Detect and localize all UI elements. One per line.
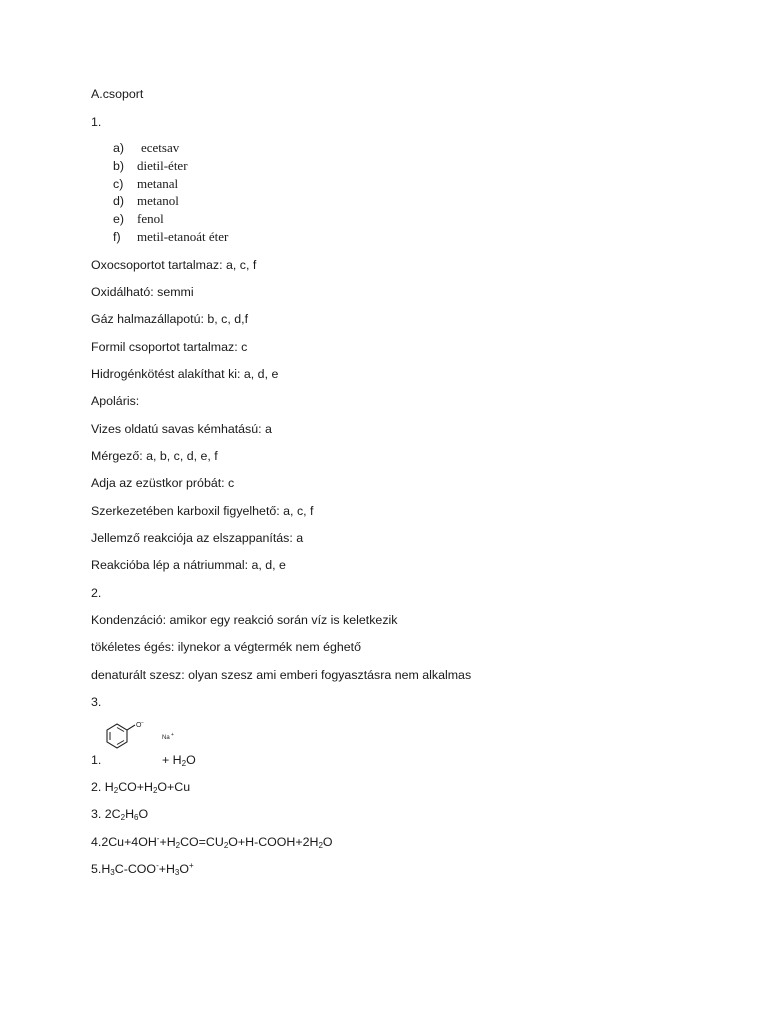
definition-line: denaturált szesz: olyan szesz ami emberi fogyasztásra nem alkalmas [91, 668, 472, 682]
oxygen-charge: − [141, 722, 144, 726]
reaction-4: $4.2Cu+4OH^-+H_2CO=CU_2O+H-COOH+2H_2O$ [91, 834, 333, 850]
list-item-letter: b) [113, 159, 125, 173]
list-item-letter: c) [113, 177, 124, 191]
list-item-text: fenol [137, 211, 164, 226]
list-item-letter: d) [113, 194, 125, 208]
answer-line: Apoláris: [91, 394, 140, 408]
list-item-letter: f) [113, 230, 121, 244]
oxygen-label: O [136, 722, 142, 729]
question-3-number: 3. [91, 695, 102, 709]
answer-line: Jellemző reakciója az elszappanítás: a [91, 531, 304, 545]
reaction-1-product: + $H_2O$ [162, 753, 196, 768]
reaction-3: 3. $2C_2H_6O$ [91, 807, 149, 822]
question-1-number: 1. [91, 115, 102, 129]
reaction-1 [91, 752, 196, 768]
list-item-text: metanal [137, 176, 179, 191]
answer-line: Hidrogénkötést alakíthat ki: a, d, e [91, 367, 279, 381]
list-item-text: metanol [137, 193, 179, 208]
answer-line: Oxidálható: semmi [91, 285, 194, 299]
answer-line: Gáz halmazállapotú: b, c, d,f [91, 312, 249, 326]
answer-line: Reakcióba lép a nátriummal: a, d, e [91, 558, 286, 572]
answer-line: Szerkezetében karboxil figyelhető: a, c, f [91, 504, 314, 518]
answer-line: Mérgező: a, b, c, d, e, f [91, 449, 218, 463]
answer-line: Formil csoportot tartalmaz: c [91, 340, 248, 354]
answer-line: Oxocsoportot tartalmaz: a, c, f [91, 258, 257, 272]
definition-line: tökéletes égés: ilynekor a végtermék nem éghető [91, 640, 361, 654]
answer-line: Vizes oldatú savas kémhatású: a [91, 422, 272, 436]
sodium-charge: + [171, 732, 174, 738]
reaction-2: 2. $H_2CO+H_2O+Cu$ [91, 780, 191, 795]
list-item-letter: e) [113, 212, 125, 226]
sodium-label: Na [162, 735, 170, 741]
list-item-text: metil-etanoát éter [137, 229, 229, 244]
question-2-number: 2. [91, 586, 102, 600]
list-item-text: ecetsav [141, 140, 180, 155]
definition-line: Kondenzáció: amikor egy reakció során víz is keletkezik [91, 613, 398, 627]
reaction-5: $5.H_3C-COO^-+H_3O^+$ [91, 861, 194, 877]
group-heading: A.csoport [91, 87, 144, 101]
answer-line: Adja az ezüstkor próbát: c [91, 476, 235, 490]
reaction-1-number: 1. [91, 753, 102, 767]
list-item-text: dietil-éter [137, 158, 188, 173]
list-item-letter: a) [113, 141, 125, 155]
